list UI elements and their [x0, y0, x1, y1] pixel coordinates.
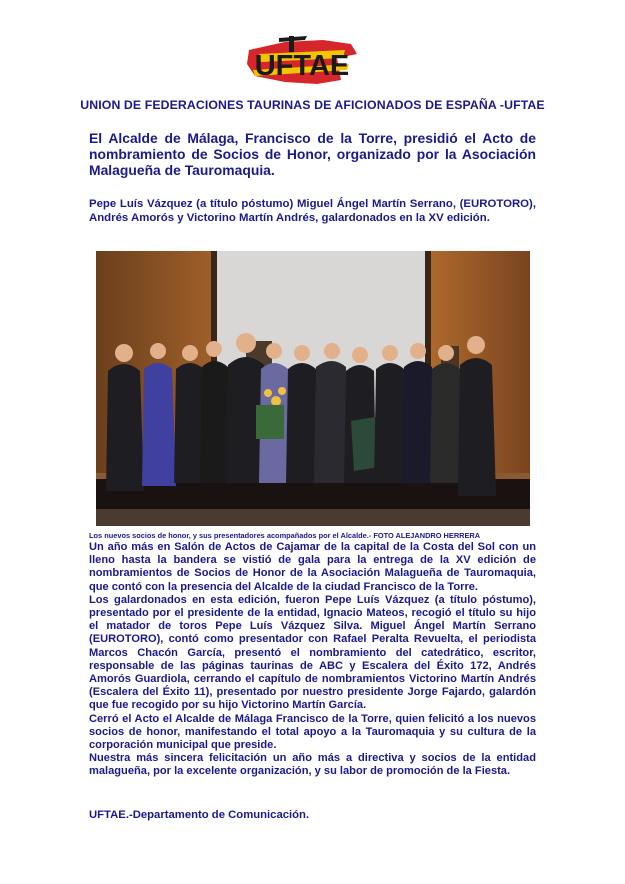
article-body: [89, 541, 536, 779]
uftae-logo: [245, 36, 360, 92]
logo-text: UFTAE: [254, 50, 350, 82]
event-photo: [96, 251, 530, 526]
uftae-logo-graphic: [245, 36, 360, 92]
article-subheadline: Pepe Luís Vázquez (a título póstumo) Miguel Ángel Martín Serrano, (EUROTORO), Andrés Amorós y Victorino Martín Andrés, galardonados en la XV edición.: [89, 198, 536, 224]
article-paragraph: Los galardonados en esta edición, fueron Pepe Luís Vázquez (a título póstumo), presentado por el presidente de la entidad, Ignacio Mateos, recogió el título su hijo el matador de toros Pepe Luís Vázquez Silva. Miguel Ángel Martín Serrano (EUROTORO), contó como presentador con Rafael Peralta Revuelta, el periodista Marcos Chacón García, presentó el nombramiento del catedrático, escritor, responsable de las páginas taurinas de ABC y Escalera del Éxito 172, Andrés Amorós Guardiola, cerrando el capítulo de nombramientos Victorino Martín Andrés (Escalera del Éxito 11), presentado por nuestro presidente Jorge Fajardo, galardón que fue recogido por su hijo Victorino Martín García.: [89, 593, 536, 712]
article-paragraph: Un año más en Salón de Actos de Cajamar de la capital de la Costa del Sol con un lleno hasta la bandera se vistió de gala para la entrega de la XV edición de nombramientos de Socios de Honor de la Asociación Malagueña de Tauromaquia, que contó con la presencia del Alcalde de la ciudad Francisco de la Torre.: [89, 541, 536, 593]
article-headline: El Alcalde de Málaga, Francisco de la Torre, presidió el Acto de nombramiento de Socios de Honor, organizado por la Asociación Malagueña de Tauromaquia.: [89, 130, 536, 178]
photo-caption: Los nuevos socios de honor, y sus presentadores acompañados por el Alcalde.- FOTO ALEJANDRO HERRERA: [89, 531, 481, 540]
article-paragraph: Nuestra más sincera felicitación un año más a directiva y socios de la entidad malagueña, por la excelente organización, y su labor de promoción de la Fiesta.: [89, 752, 536, 778]
organization-name: UNION DE FEDERACIONES TAURINAS DE AFICIONADOS DE ESPAÑA -UFTAE: [80, 98, 545, 112]
article-signature: UFTAE.-Departamento de Comunicación.: [89, 809, 310, 821]
article-paragraph: Cerró el Acto el Alcalde de Málaga Francisco de la Torre, quien felicitó a los nuevos socios de honor, manifestando el total apoyo a la Tauromaquia y su cultura de la corporación municipal que preside.: [89, 712, 536, 752]
event-photo-graphic: [96, 251, 530, 526]
